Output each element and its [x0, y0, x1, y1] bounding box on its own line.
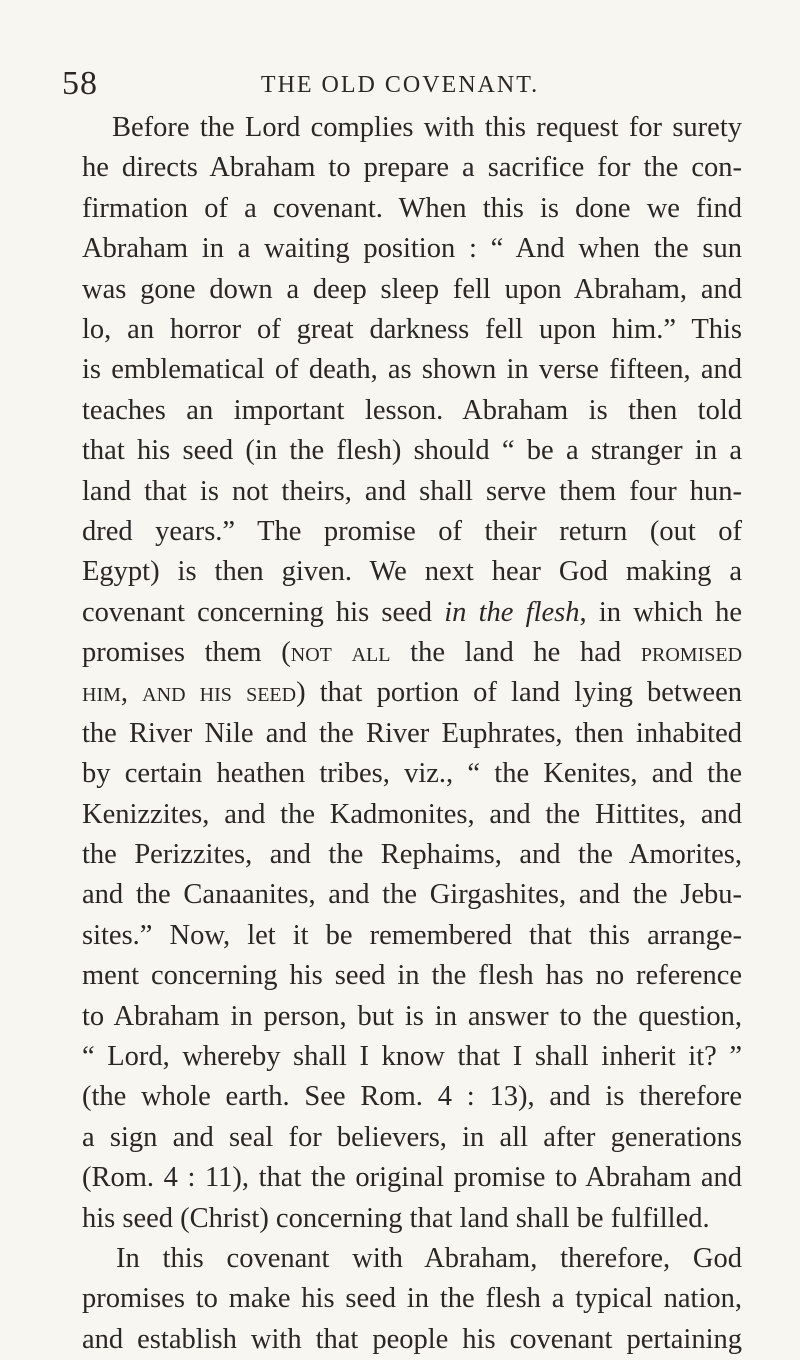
page-number: 58: [62, 65, 98, 102]
text-line: promises to make his seed in the flesh a typical nation,: [82, 1283, 742, 1315]
text-run: , in which he: [579, 596, 742, 628]
text-line: ment concerning his seed in the flesh has no reference: [82, 960, 742, 992]
text-line: firmation of a covenant. When this is done we find: [82, 192, 742, 224]
small-caps-emphasis: him, and his seed: [82, 677, 297, 709]
text-line: was gone down a deep sleep fell upon Abraham, and: [82, 273, 742, 305]
text-line: land that is not theirs, and shall serve them four hun-: [82, 475, 742, 507]
small-caps-emphasis: not all: [290, 637, 391, 669]
body-text: [82, 108, 742, 1360]
text-run: ) that portion of land lying between: [296, 677, 742, 709]
text-line: Kenizzites, and the Kadmonites, and the Hittites, and: [82, 798, 742, 830]
text-line: Before the Lord complies with this request for surety: [112, 112, 742, 143]
text-line: that his seed (in the flesh) should “ be a stranger in a: [82, 435, 742, 467]
text-line: the Perizzites, and the Rephaims, and the Amorites,: [82, 839, 742, 871]
text-line: (Rom. 4 : 11), that the original promise to Abraham and: [82, 1162, 742, 1194]
text-line: he directs Abraham to prepare a sacrifice for the con-: [82, 152, 742, 184]
text-line: [82, 633, 742, 673]
text-line: and the Canaanites, and the Girgashites, and the Jebu-: [82, 879, 742, 911]
italic-emphasis: in the flesh: [444, 596, 580, 628]
text-line: to Abraham in person, but is in answer to the question,: [82, 1000, 742, 1032]
text-line: In this covenant with Abraham, therefore, God: [116, 1242, 742, 1274]
text-line: Egypt) is then given. We next hear God making a: [82, 556, 742, 588]
text-line: lo, an horror of great darkness fell upon him.” This: [82, 313, 742, 345]
text-line: [82, 593, 742, 633]
text-run: promises them (: [82, 637, 291, 669]
running-title: THE OLD COVENANT.: [260, 72, 540, 98]
text-run: covenant concerning his seed: [82, 596, 445, 628]
text-line: “ Lord, whereby shall I know that I shall inherit it? ”: [82, 1040, 742, 1072]
text-line: [82, 673, 742, 713]
text-line: teaches an important lesson. Abraham is then told: [82, 394, 742, 426]
text-line: is emblematical of death, as shown in verse fifteen, and: [82, 354, 742, 386]
text-line: (the whole earth. See Rom. 4 : 13), and is therefore: [82, 1081, 742, 1113]
text-line: sites.” Now, let it be remembered that this arrange-: [82, 919, 742, 951]
text-line: dred years.” The promise of their return (out of: [82, 515, 742, 547]
text-line: the River Nile and the River Euphrates, then inhabited: [82, 717, 742, 749]
text-line: and establish with that people his covenant pertaining: [82, 1323, 742, 1355]
text-line: Abraham in a waiting position : “ And when the sun: [82, 233, 742, 265]
text-line: by certain heathen tribes, viz., “ the Kenites, and the: [82, 758, 742, 790]
text-line: his seed (Christ) concerning that land shall be fulfilled.: [82, 1202, 710, 1234]
text-run: the land he had: [390, 637, 641, 669]
small-caps-emphasis: promised: [640, 637, 743, 669]
text-line: a sign and seal for believers, in all after generations: [82, 1121, 742, 1153]
